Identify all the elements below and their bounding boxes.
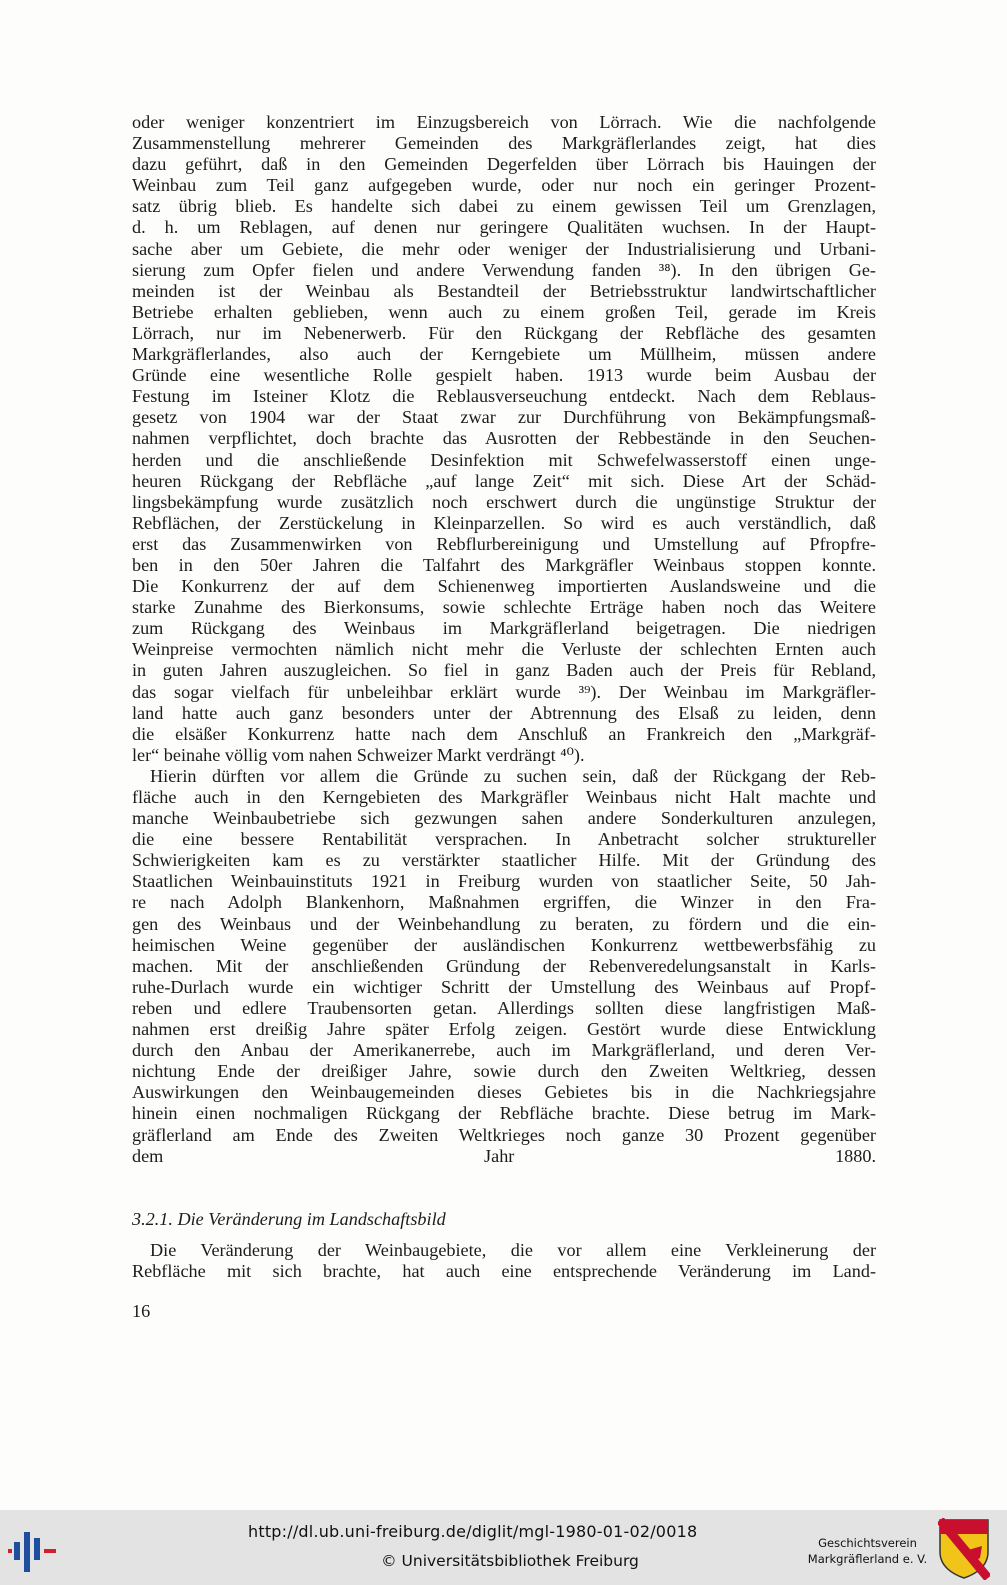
body-line: gräflerland am Ende des Zweiten Weltkrieges noch ganze 30 Prozent gegenüber <box>132 1124 876 1145</box>
body-line: erst das Zusammenwirken von Rebflurbereinigung und Umstellung auf Pfropfre- <box>132 533 876 554</box>
body-line: Rebflächen, der Zerstückelung in Kleinparzellen. So wird es auch verständlich, daß <box>132 512 876 533</box>
body-line: oder weniger konzentriert im Einzugsbereich von Lörrach. Wie die nachfolgende <box>132 112 876 132</box>
body-text <box>132 112 876 1188</box>
body-line: ler“ beinahe völlig vom nahen Schweizer Markt verdrängt ⁴⁰). <box>132 744 585 765</box>
body-line <box>132 1167 876 1188</box>
body-line: land hatte auch ganz besonders unter der Abtrennung des Elsaß zu leiden, denn <box>132 702 876 723</box>
body-line: Auswirkungen den Weinbaugemeinden dieses Gebietes bis in die Nachkriegsjahre <box>132 1082 876 1103</box>
body-line: sierung zum Opfer fielen und andere Verwendung fanden ³⁸). In den übrigen Ge- <box>132 259 876 280</box>
body-line: die elsäßer Konkurrenz hatte nach dem Anschluß an Frankreich den „Markgräf- <box>132 723 876 744</box>
library-logo-icon <box>6 1520 64 1578</box>
publisher-line: Markgräflerland e. V. <box>807 1552 928 1566</box>
body-line: dazu geführt, daß in den Gemeinden Degerfelden über Lörrach bis Hauingen der <box>132 154 876 175</box>
body-line: reben und edlere Traubensorten getan. Allerdings sollten diese langfristigen Maß- <box>132 997 876 1018</box>
body-line: nahmen erst dreißig Jahre später Erfolg zeigen. Gestört wurde diese Entwicklung <box>132 1019 876 1040</box>
body-line: gen des Weinbaus und der Weinbehandlung zu beraten, zu fördern und die ein- <box>132 913 876 934</box>
coat-of-arms-icon <box>938 1518 990 1580</box>
body-line: heimischen Weine gegenüber der ausländischen Konkurrenz wettbewerbsfähig zu <box>132 934 876 955</box>
body-line: meinden ist der Weinbau als Bestandteil der Betriebsstruktur landwirtschaftlicher <box>132 280 876 301</box>
body-line: manche Weinbaubetriebe sich gezwungen sahen andere Sonderkulturen anzulegen, <box>132 808 876 829</box>
body-line: Lörrach, nur im Nebenerwerb. Für den Rückgang der Rebfläche des gesamten <box>132 322 876 343</box>
body-line: zum Rückgang des Weinbaus im Markgräflerland beigetragen. Die niedrigen <box>132 618 876 639</box>
footer-bar <box>0 1510 1007 1585</box>
body-line: Staatlichen Weinbauinstituts 1921 in Freiburg wurden von staatlicher Seite, 50 Jah- <box>132 871 876 892</box>
body-line: satz übrig blieb. Es handelte sich dabei zu einem gewissen Teil um Grenzlagen, <box>132 196 876 217</box>
body-line: fläche auch in den Kerngebieten des Markgräfler Weinbaus nicht Halt machte und <box>132 787 876 807</box>
body-line: durch den Anbau der Amerikanerrebe, auch im Markgräflerland, und deren Ver- <box>132 1040 876 1061</box>
page-number: 16 <box>132 1301 151 1321</box>
body-line: ruhe-Durlach wurde ein wichtiger Schritt der Umstellung des Weinbaus auf Propf- <box>132 976 876 997</box>
body-line: heuren Rückgang der Rebfläche „auf lange Zeit“ mit sich. Diese Art der Schäd- <box>132 470 876 491</box>
body-line: machen. Mit der anschließenden Gründung der Rebenveredelungsanstalt in Karls- <box>132 955 876 976</box>
section-text <box>132 1240 876 1282</box>
body-line: Zusammenstellung mehrerer Gemeinden des Markgräflerlandes zeigt, hat dies <box>132 133 876 154</box>
body-line: die eine bessere Rentabilität versprachen. In Anbetracht solcher struktureller <box>132 829 876 850</box>
body-line: hinein einen nochmaligen Rückgang der Rebfläche brachte. Diese betrug im Mark- <box>132 1103 876 1124</box>
body-line: in guten Jahren auszugleichen. So fiel in ganz Baden auch der Preis für Rebland, <box>132 660 876 681</box>
body-line: nichtung Ende der dreißiger Jahre, sowie durch den Zweiten Weltkrieg, dessen <box>132 1061 876 1082</box>
publisher-name <box>800 1535 935 1567</box>
body-line: Die Konkurrenz der auf dem Schienenweg importierten Auslandsweine und die <box>132 576 876 597</box>
body-line: Weinpreise vermochten nämlich nicht mehr die Verluste der schlechten Ernten auch <box>132 639 876 660</box>
body-line: sache aber um Gebiete, die mehr oder weniger der Industrialisierung und Urbani- <box>132 238 876 259</box>
body-line: das sogar vielfach für unbeleihbar erklärt wurde ³⁹). Der Weinbau im Markgräfler- <box>132 681 876 702</box>
permalink-link[interactable]: http://dl.ub.uni-freiburg.de/diglit/mgl-1980-01-02/0018 <box>248 1522 698 1541</box>
body-line: gesetz von 1904 war der Staat zwar zur Durchführung von Bekämpfungsmaß- <box>132 407 876 428</box>
body-line: Hierin dürften vor allem die Gründe zu suchen sein, daß der Rückgang der Reb- <box>150 765 876 786</box>
body-line: Markgräflerlandes, also auch der Kerngebiete um Müllheim, müssen andere <box>132 344 876 365</box>
body-line: Die Veränderung der Weinbaugebiete, die vor allem eine Verkleinerung der <box>150 1240 876 1260</box>
body-line: nahmen verpflichtet, doch brachte das Ausrotten der Rebbestände in den Seuchen- <box>132 428 876 449</box>
body-line: herden und die anschließende Desinfektion mit Schwefelwasserstoff einen unge- <box>132 449 876 470</box>
body-line: Gründe eine wesentliche Rolle gespielt haben. 1913 wurde beim Ausbau der <box>132 365 876 386</box>
body-line: d. h. um Reblagen, auf denen nur geringere Qualitäten wuchsen. In der Haupt- <box>132 217 876 238</box>
body-line: ben in den 50er Jahren die Talfahrt des Markgräfler Weinbaus stoppen konnte. <box>132 554 876 575</box>
section-heading: 3.2.1. Die Veränderung im Landschaftsbild <box>132 1209 446 1229</box>
body-line: re nach Adolph Blankenhorn, Maßnahmen ergriffen, die Winzer in den Fra- <box>132 892 876 913</box>
copyright-text: © Universitätsbibliothek Freiburg <box>381 1552 639 1570</box>
body-line: dem Jahr 1880. <box>132 1145 876 1166</box>
body-line: starke Zunahme des Bierkonsums, sowie schlechte Erträge haben noch das Weitere <box>132 597 876 618</box>
body-line: Schwierigkeiten kam es zu verstärkter staatlicher Hilfe. Mit der Gründung des <box>132 850 876 871</box>
body-line: Rebfläche mit sich brachte, hat auch eine entsprechende Veränderung im Land- <box>132 1261 876 1282</box>
body-line: Festung im Isteiner Klotz die Reblausverseuchung entdeckt. Nach dem Reblaus- <box>132 386 876 407</box>
body-line: Betriebe erhalten geblieben, wenn auch zu einem großen Teil, gerade im Kreis <box>132 301 876 322</box>
body-line: Weinbau zum Teil ganz aufgegeben wurde, oder nur noch ein geringer Prozent- <box>132 175 876 196</box>
publisher-line: Geschichtsverein <box>818 1536 917 1550</box>
body-line: lingsbekämpfung wurde zusätzlich noch erschwert durch die ungünstige Struktur der <box>132 491 876 512</box>
